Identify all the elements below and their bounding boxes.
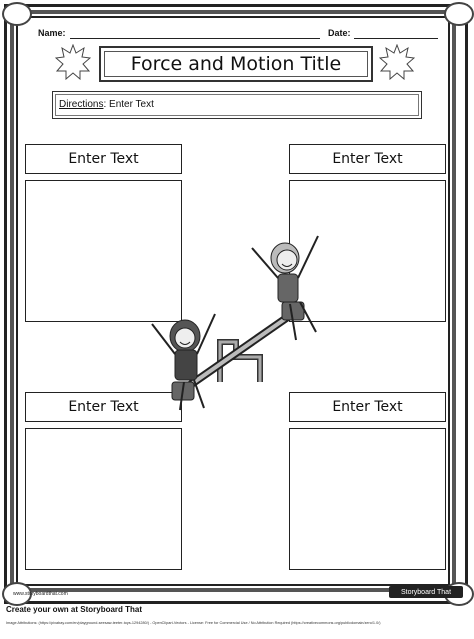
- directions-label: Directions: [59, 99, 104, 110]
- starburst-left-icon: [55, 44, 91, 80]
- starburst-right-icon: [379, 44, 415, 80]
- page-title[interactable]: Force and Motion Title: [104, 51, 368, 77]
- name-label: Name:: [38, 28, 66, 38]
- section-heading-top-left[interactable]: Enter Text: [25, 144, 182, 174]
- directions-box: [52, 91, 422, 119]
- corner-ornament-icon: [2, 2, 32, 26]
- storyboardthat-logo: Storyboard That: [389, 586, 463, 598]
- section-box-bottom-left[interactable]: [25, 428, 182, 570]
- directions-text: : Enter Text: [103, 99, 154, 110]
- date-label: Date:: [328, 28, 351, 38]
- name-field[interactable]: [70, 38, 320, 39]
- section-heading-bottom-right[interactable]: Enter Text: [289, 392, 446, 422]
- footer-cta[interactable]: Create your own at Storyboard That: [6, 605, 143, 614]
- section-heading-bottom-left[interactable]: Enter Text: [25, 392, 182, 422]
- corner-ornament-icon: [444, 2, 474, 26]
- watermark-left: www.storyboardthat.com: [13, 591, 68, 597]
- section-box-bottom-right[interactable]: [289, 428, 446, 570]
- image-attribution: Image Attributions: (https://pixabay.com/en/playground-seesaw-teeter-toys-1294280/) - OpenClipart-Vectors - License: Free for Commercial Use / No Attribution Required (https://creativecommons.org/publicdomain/zero/1.0/): [6, 621, 381, 625]
- section-heading-top-right[interactable]: Enter Text: [289, 144, 446, 174]
- seesaw-kids-illustration: [140, 232, 340, 432]
- title-box: [99, 46, 373, 82]
- directions-text-area[interactable]: [55, 94, 419, 116]
- date-field[interactable]: [354, 38, 438, 39]
